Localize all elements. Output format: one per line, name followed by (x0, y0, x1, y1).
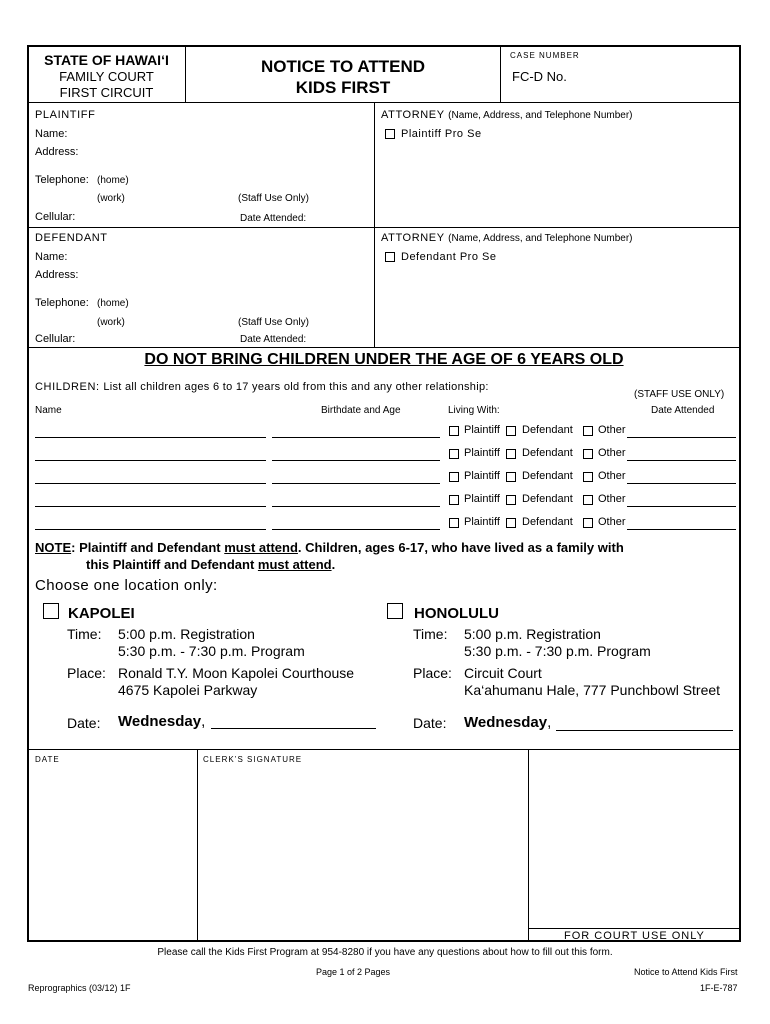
defendant-work-label: (work) (97, 317, 125, 328)
circuit-name: FIRST CIRCUIT (59, 85, 154, 100)
children-section-rule (28, 347, 740, 348)
signature-divider-1 (197, 749, 198, 941)
form-name-footer: Notice to Attend Kids First (634, 967, 738, 977)
state-name: STATE OF HAWAI‘I (44, 52, 169, 68)
child-defendant-label: Defendant (522, 493, 573, 505)
kapolei-place2: 4675 Kapolei Parkway (118, 682, 258, 698)
col-name-header: Name (35, 405, 62, 416)
honolulu-place2: Ka‘ahumanu Hale, 777 Punchbowl Street (464, 682, 721, 698)
defendant-attorney-label: ATTORNEY (Name, Address, and Telephone Number) (381, 232, 633, 244)
honolulu-time-label: Time: (413, 626, 448, 642)
child-defendant-label: Defendant (522, 424, 573, 436)
help-text: Please call the Kids First Program at 954-8280 if you have any questions about how to fill out this form. (157, 947, 613, 958)
court-use-label: FOR COURT USE ONLY (564, 930, 705, 942)
child-other-checkbox[interactable] (583, 518, 593, 528)
age-warning: DO NOT BRING CHILDREN UNDER THE AGE OF 6 YEARS OLD (144, 351, 624, 368)
form-title-line2: KIDS FIRST (295, 78, 391, 97)
plaintiff-work-label: (work) (97, 193, 125, 204)
child-other-checkbox[interactable] (583, 426, 593, 436)
kapolei-time-label: Time: (67, 626, 102, 642)
honolulu-label: HONOLULU (414, 605, 499, 622)
child-defendant-checkbox[interactable] (506, 449, 516, 459)
child-plaintiff-checkbox[interactable] (449, 495, 459, 505)
child-defendant-checkbox[interactable] (506, 472, 516, 482)
plaintiff-pro-se-label: Plaintiff Pro Se (401, 128, 482, 140)
court-use-rule (528, 928, 740, 929)
defendant-name-label: Name: (35, 251, 68, 263)
child-birthdate-field[interactable] (272, 483, 440, 484)
plaintiff-label: PLAINTIFF (35, 109, 96, 121)
form-frame (27, 45, 741, 942)
plaintiff-home-label: (home) (97, 175, 129, 186)
child-defendant-label: Defendant (522, 516, 573, 528)
child-defendant-label: Defendant (522, 470, 573, 482)
kapolei-checkbox[interactable] (43, 603, 59, 619)
child-other-checkbox[interactable] (583, 495, 593, 505)
staff-use-only-label: (STAFF USE ONLY) (634, 389, 725, 400)
child-date-attended-field[interactable] (627, 460, 736, 461)
col-living-header: Living With: (448, 405, 500, 416)
case-number-label: CASE NUMBER (510, 51, 580, 60)
defendant-pro-se-checkbox[interactable] (385, 252, 395, 262)
child-date-attended-field[interactable] (627, 483, 736, 484)
kapolei-date-label: Date: (67, 715, 101, 731)
child-plaintiff-checkbox[interactable] (449, 449, 459, 459)
plaintiff-telephone-label: Telephone: (35, 174, 89, 186)
child-defendant-checkbox[interactable] (506, 426, 516, 436)
party-column-divider (374, 102, 375, 347)
honolulu-time1: 5:00 p.m. Registration (464, 626, 601, 642)
page-number: Page 1 of 2 Pages (316, 967, 391, 977)
child-other-label: Other (598, 493, 626, 505)
child-plaintiff-label: Plaintiff (464, 447, 500, 459)
child-date-attended-field[interactable] (627, 437, 736, 438)
header-bottom-rule (28, 102, 740, 103)
child-plaintiff-checkbox[interactable] (449, 472, 459, 482)
honolulu-date-label: Date: (413, 715, 447, 731)
defendant-date-attended-label: Date Attended: (240, 334, 307, 345)
child-other-label: Other (598, 516, 626, 528)
plaintiff-staff-use-label: (Staff Use Only) (238, 193, 309, 204)
child-name-field[interactable] (35, 529, 266, 530)
col-date-attended-header: Date Attended (651, 405, 715, 416)
children-instruction: CHILDREN: List all children ages 6 to 17 years old from this and any other relationship: (35, 381, 489, 393)
honolulu-checkbox[interactable] (387, 603, 403, 619)
child-birthdate-field[interactable] (272, 506, 440, 507)
choose-location-label: Choose one location only: (35, 577, 218, 594)
honolulu-date-field[interactable] (556, 730, 733, 731)
plaintiff-cellular-label: Cellular: (35, 211, 76, 223)
defendant-pro-se-label: Defendant Pro Se (401, 251, 497, 263)
child-other-checkbox[interactable] (583, 449, 593, 459)
child-birthdate-field[interactable] (272, 529, 440, 530)
kapolei-day: Wednesday, (118, 713, 206, 730)
kapolei-place-label: Place: (67, 665, 106, 681)
defendant-address-label: Address: (35, 269, 79, 281)
header-divider-2 (500, 46, 501, 102)
child-other-label: Other (598, 470, 626, 482)
honolulu-place-label: Place: (413, 665, 452, 681)
reprographics-label: Reprographics (03/12) 1F (28, 983, 131, 993)
child-plaintiff-label: Plaintiff (464, 493, 500, 505)
child-date-attended-field[interactable] (627, 506, 736, 507)
child-plaintiff-label: Plaintiff (464, 516, 500, 528)
child-name-field[interactable] (35, 483, 266, 484)
plaintiff-defendant-rule (28, 227, 740, 228)
plaintiff-name-label: Name: (35, 128, 68, 140)
child-plaintiff-checkbox[interactable] (449, 518, 459, 528)
note-line1: NOTE: Plaintiff and Defendant must attend. Children, ages 6-17, who have lived as a family with (35, 540, 624, 555)
case-number-field[interactable]: FC-D No. (512, 69, 567, 84)
defendant-label: DEFENDANT (35, 232, 108, 244)
kapolei-label: KAPOLEI (68, 605, 135, 622)
child-other-label: Other (598, 447, 626, 459)
date-label: DATE (35, 755, 60, 764)
child-defendant-checkbox[interactable] (506, 518, 516, 528)
child-defendant-label: Defendant (522, 447, 573, 459)
defendant-staff-use-label: (Staff Use Only) (238, 317, 309, 328)
plaintiff-pro-se-checkbox[interactable] (385, 129, 395, 139)
plaintiff-address-label: Address: (35, 146, 79, 158)
defendant-telephone-label: Telephone: (35, 297, 89, 309)
kapolei-date-field[interactable] (211, 728, 376, 729)
plaintiff-date-attended-label: Date Attended: (240, 213, 307, 224)
plaintiff-attorney-label: ATTORNEY (Name, Address, and Telephone Number) (381, 109, 633, 121)
child-plaintiff-label: Plaintiff (464, 424, 500, 436)
kapolei-time1: 5:00 p.m. Registration (118, 626, 255, 642)
signature-section-rule (28, 749, 740, 750)
child-name-field[interactable] (35, 460, 266, 461)
child-other-label: Other (598, 424, 626, 436)
child-plaintiff-label: Plaintiff (464, 470, 500, 482)
form-title-line1: NOTICE TO ATTEND (260, 57, 425, 76)
child-defendant-checkbox[interactable] (506, 495, 516, 505)
signature-divider-2 (528, 749, 529, 941)
defendant-cellular-label: Cellular: (35, 333, 76, 345)
child-name-field[interactable] (35, 506, 266, 507)
child-birthdate-field[interactable] (272, 460, 440, 461)
col-birthdate-header: Birthdate and Age (321, 405, 401, 416)
defendant-home-label: (home) (97, 298, 129, 309)
kapolei-time2: 5:30 p.m. - 7:30 p.m. Program (118, 643, 305, 659)
child-birthdate-field[interactable] (272, 437, 440, 438)
honolulu-day: Wednesday, (464, 714, 552, 731)
form-number: 1F-E-787 (700, 983, 738, 993)
child-other-checkbox[interactable] (583, 472, 593, 482)
honolulu-place1: Circuit Court (464, 665, 542, 681)
honolulu-time2: 5:30 p.m. - 7:30 p.m. Program (464, 643, 651, 659)
clerk-signature-label: CLERK’S SIGNATURE (203, 755, 303, 764)
kapolei-place1: Ronald T.Y. Moon Kapolei Courthouse (118, 665, 355, 681)
child-name-field[interactable] (35, 437, 266, 438)
court-name: FAMILY COURT (59, 69, 154, 84)
child-date-attended-field[interactable] (627, 529, 736, 530)
child-plaintiff-checkbox[interactable] (449, 426, 459, 436)
note-line2: this Plaintiff and Defendant must attend. (86, 557, 336, 572)
